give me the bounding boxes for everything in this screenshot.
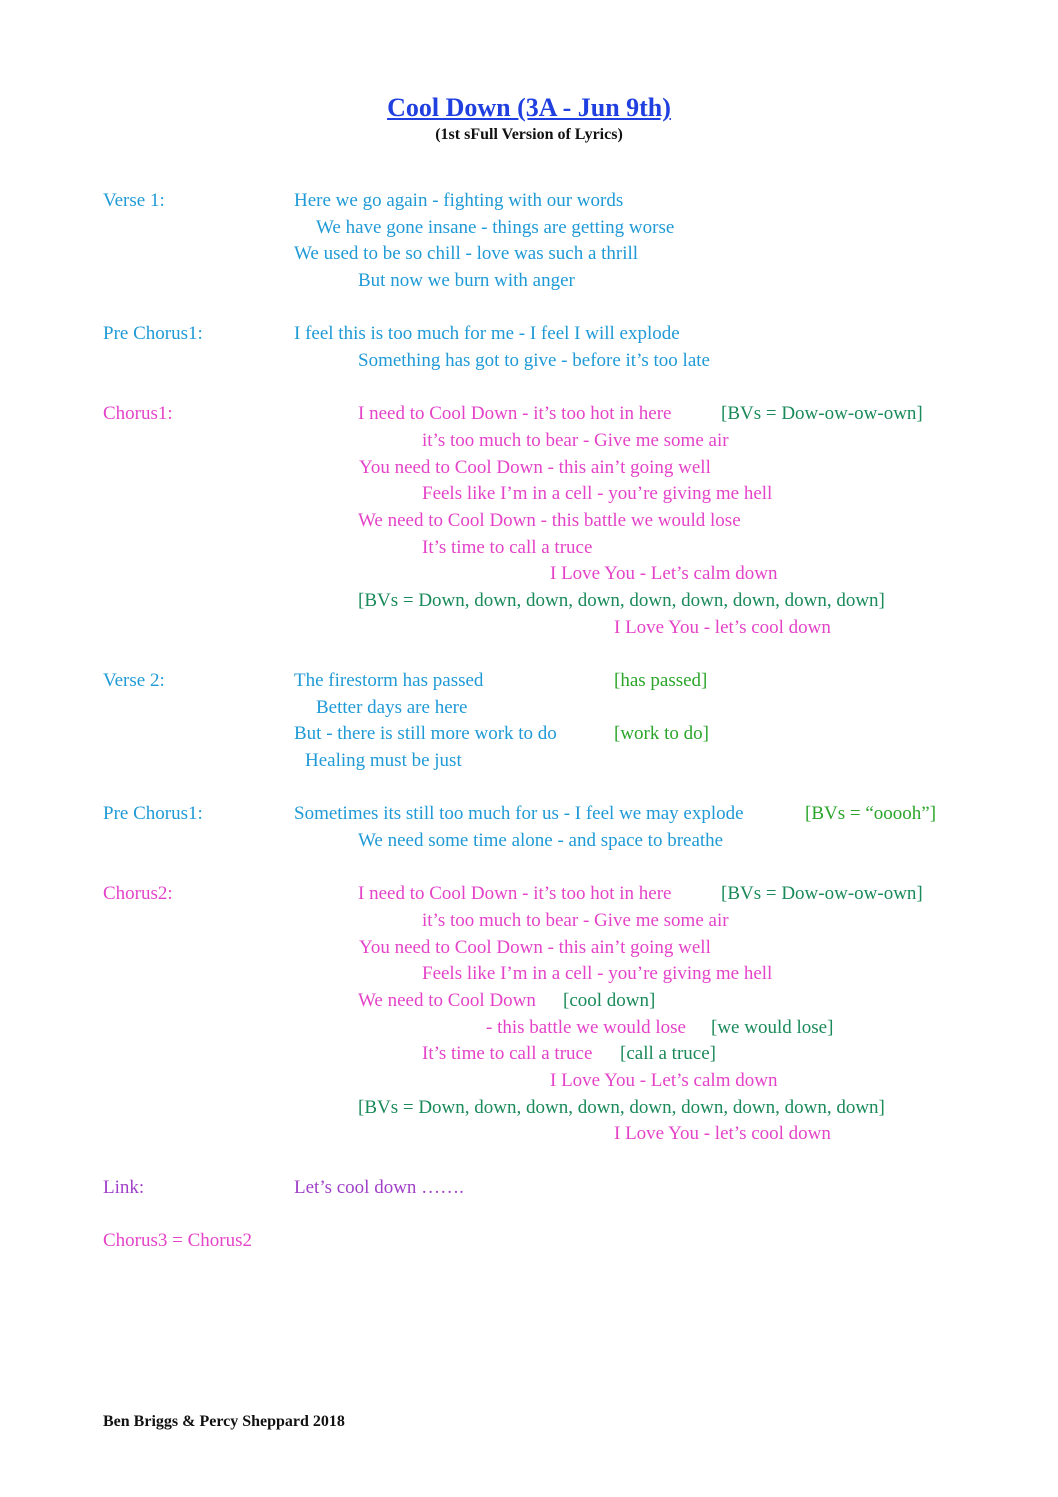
lyric-line: Something has got to give - before it’s too late [358,350,710,371]
backing-vocals: [call a truce] [620,1043,716,1064]
lyric-line: Feels like I’m in a cell - you’re giving me hell [422,483,773,504]
lyric-line: We have gone insane - things are getting worse [316,217,675,238]
section-label-chorus1: Chorus1: [103,403,173,424]
lyric-line: it’s too much to bear - Give me some air [422,430,729,451]
backing-vocals: [BVs = Dow-ow-ow-own] [721,403,923,424]
section-label-chorus2: Chorus2: [103,883,173,904]
section-label-verse1: Verse 1: [103,190,165,211]
lyric-line: You need to Cool Down - this ain’t going well [359,457,711,478]
lyric-line: We used to be so chill - love was such a thrill [294,243,639,264]
lyric-line: I Love You - Let’s calm down [550,1070,778,1091]
lyric-line: Let’s cool down ……. [294,1177,464,1198]
section-label-link: Link: [103,1177,145,1198]
page-title: Cool Down (3A - Jun 9th) [387,93,671,122]
backing-vocals: [has passed] [614,670,708,691]
section-label-verse2: Verse 2: [103,670,165,691]
section-label-chorus3: Chorus3 = Chorus2 [103,1230,253,1251]
lyric-line: Healing must be just [305,750,462,771]
lyric-line: I Love You - Let’s calm down [550,563,778,584]
lyric-line: I feel this is too much for me - I feel I will explode [294,323,680,344]
lyric-line: I Love You - let’s cool down [614,617,831,638]
backing-vocals: [cool down] [563,990,656,1011]
section-label-prechorus1: Pre Chorus1: [103,323,203,344]
section-label-prechorus2: Pre Chorus1: [103,803,203,824]
lyric-line: You need to Cool Down - this ain’t going well [359,937,711,958]
lyric-line: The firestorm has passed [294,670,484,691]
lyric-line: Better days are here [316,697,468,718]
lyric-line: It’s time to call a truce [422,537,593,558]
backing-vocals: [BVs = Down, down, down, down, down, down, down, down, down] [358,590,885,611]
lyric-line: Sometimes its still too much for us - I feel we may explode [294,803,744,824]
lyric-line: Feels like I’m in a cell - you’re giving me hell [422,963,773,984]
page-footer-credits: Ben Briggs & Percy Sheppard 2018 [103,1413,345,1430]
lyric-line: Here we go again - fighting with our words [294,190,624,211]
lyric-line: We need to Cool Down [358,990,536,1011]
lyric-line: We need some time alone - and space to breathe [358,830,724,851]
lyric-line: I Love You - let’s cool down [614,1123,831,1144]
lyric-line: - this battle we would lose [486,1017,686,1038]
page-subtitle: (1st sFull Version of Lyrics) [435,126,623,143]
backing-vocals: [work to do] [614,723,709,744]
lyric-line: I need to Cool Down - it’s too hot in here [358,883,672,904]
backing-vocals: [BVs = Down, down, down, down, down, down, down, down, down] [358,1097,885,1118]
backing-vocals: [we would lose] [711,1017,834,1038]
lyric-line: it’s too much to bear - Give me some air [422,910,729,931]
backing-vocals: [BVs = “ooooh”] [805,803,937,824]
backing-vocals: [BVs = Dow-ow-ow-own] [721,883,923,904]
lyric-line: But - there is still more work to do [294,723,557,744]
lyric-line: It’s time to call a truce [422,1043,593,1064]
lyric-line: I need to Cool Down - it’s too hot in here [358,403,672,424]
lyric-line: We need to Cool Down - this battle we would lose [358,510,741,531]
lyric-line: But now we burn with anger [358,270,575,291]
